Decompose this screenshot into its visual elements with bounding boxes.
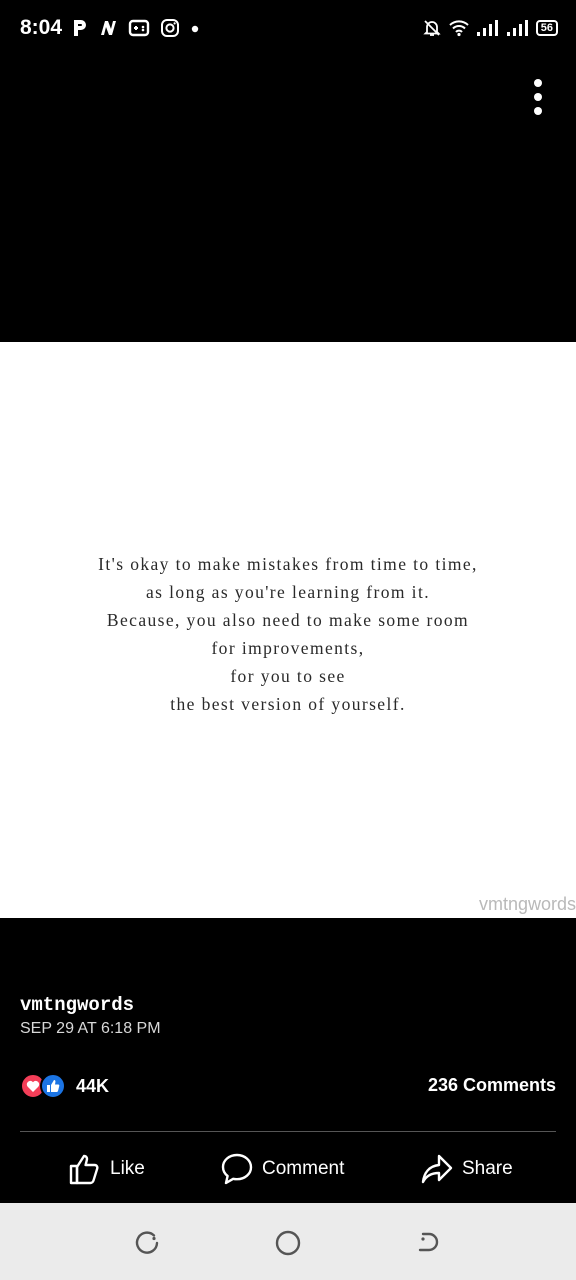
signal-icon [476,18,500,38]
recents-icon [133,1229,161,1257]
like-reaction-icon [40,1073,66,1099]
divider [20,1131,556,1132]
quote-line: for you to see [230,666,346,686]
like-label: Like [110,1158,145,1179]
back-button[interactable] [412,1227,444,1259]
status-bar [0,0,576,58]
home-icon [273,1228,303,1258]
more-dot-icon [534,107,542,115]
post-actions [0,1140,576,1198]
post-author[interactable]: vmtngwords [20,994,135,1016]
reactions-summary[interactable] [20,1073,109,1099]
home-button[interactable] [272,1227,304,1259]
bell-off-icon [422,18,442,38]
signal-icon [506,18,530,38]
wifi-icon [448,18,470,38]
recents-button[interactable] [131,1227,163,1259]
post-photo[interactable] [0,342,576,918]
quote-line: as long as you're learning from it. [146,582,430,602]
share-button[interactable] [420,1150,513,1188]
more-options-button[interactable] [522,74,554,120]
battery-icon: 56 [536,20,558,36]
comment-label: Comment [262,1158,345,1179]
dot-icon [190,18,200,38]
quote-line: for improvements, [211,638,365,658]
instagram-icon [160,18,180,38]
post-date[interactable]: SEP 29 AT 6:18 PM [20,1020,161,1037]
share-label: Share [462,1158,513,1179]
thumbs-up-icon [68,1152,102,1186]
p-icon [72,18,88,38]
quote-line: the best version of yourself. [170,694,406,714]
game-controller-icon [128,18,150,38]
share-icon [420,1152,454,1186]
status-icons-right [422,14,558,42]
status-time: 8:04 [20,16,63,39]
navigation-bar [0,1203,576,1280]
more-dot-icon [534,93,542,101]
like-button[interactable] [68,1150,145,1188]
reaction-count: 44K [76,1075,110,1096]
back-icon [414,1229,442,1257]
n-icon [98,18,118,38]
comment-count[interactable]: 236 Comments [427,1075,556,1095]
comment-button[interactable] [220,1150,344,1188]
quote-line: Because, you also need to make some room [106,610,470,630]
quote-text [0,550,576,718]
quote-line: It's okay to make mistakes from time to time, [98,554,478,574]
photo-watermark: vmtngwords [478,894,576,914]
status-icons-left [72,14,200,42]
more-dot-icon [534,79,542,87]
comment-icon [220,1152,254,1186]
